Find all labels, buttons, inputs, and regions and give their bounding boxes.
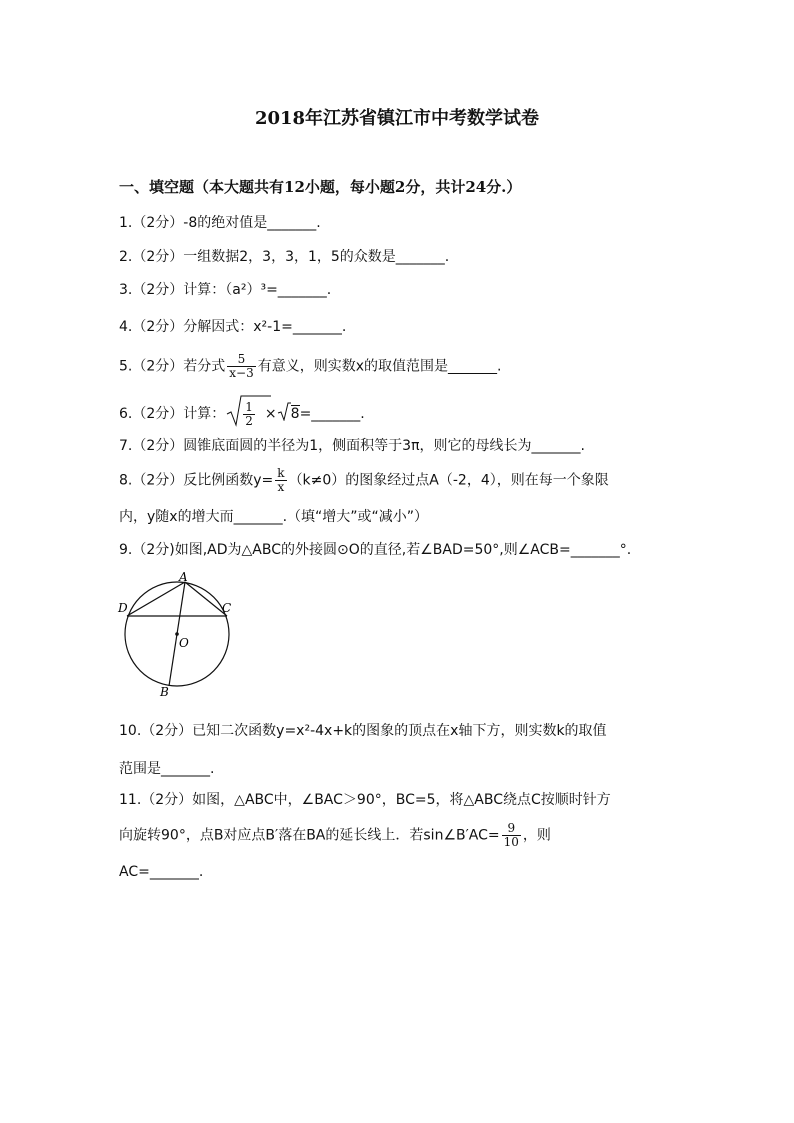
fraction-numerator: 5: [227, 353, 255, 367]
radicand: 8: [290, 406, 300, 422]
question-1: 1.（2分）-8的绝对值是_______.: [119, 215, 321, 231]
question-6-suffix: =_______.: [299, 406, 365, 422]
segment-ad: [127, 582, 185, 616]
question-11-line-2: [119, 822, 551, 849]
fraction-denominator: x−3: [229, 366, 254, 380]
question-11-suffix: ，则: [522, 827, 551, 844]
question-5: [119, 353, 501, 380]
fraction-denominator: x: [277, 480, 285, 494]
fraction: [502, 822, 521, 849]
question-8-line-2: 内，y随x的增大而_______.（填“增大”或“减小”）: [119, 509, 429, 525]
question-6-prefix: 6.（2分）计算：: [119, 406, 226, 422]
fraction-denominator: 10: [503, 835, 519, 849]
fraction-denominator: 2: [245, 413, 253, 428]
fraction: [243, 401, 255, 428]
label-c: C: [222, 601, 232, 615]
question-2: 2.（2分）一组数据2，3，3，1，5的众数是_______.: [119, 249, 450, 265]
question-4: 4.（2分）分解因式：x²-1=_______.: [119, 319, 347, 335]
fraction-numerator: 1: [245, 399, 253, 414]
times-sign: ×: [264, 406, 277, 422]
question-10-line-2: 范围是_______.: [119, 761, 215, 777]
question-6: [119, 394, 365, 434]
question-5-prefix: 5.（2分）若分式: [119, 358, 226, 375]
question-8-suffix: （k≠0）的图象经过点A（-2，4），则在每一个象限: [288, 472, 609, 489]
page-title: 2018年江苏省镇江市中考数学试卷: [254, 108, 540, 129]
question-11-line-3: AC=_______.: [119, 864, 204, 880]
circle-diagram: [110, 568, 250, 703]
question-11: 11.（2分）如图，△ABC中，∠BAC＞90°，BC=5，将△ABC绕点C按顺时针方: [119, 792, 611, 808]
segment-ac: [185, 582, 227, 616]
question-8-prefix: 8.（2分）反比例函数y=: [119, 472, 274, 489]
fraction: [227, 353, 255, 380]
question-3: 3.（2分）计算：（a²）³=_______.: [119, 282, 332, 298]
question-9: 9.（2分)如图,AD为△ABC的外接圆⊙O的直径,若∠BAD=50°,则∠ACB=_______°.: [119, 542, 632, 558]
fraction: [275, 467, 286, 494]
fraction-numerator: 9: [502, 822, 521, 836]
label-b: B: [160, 685, 169, 699]
question-8: [119, 467, 609, 494]
label-a: A: [179, 570, 188, 584]
question-5-suffix: 有意义，则实数x的取值范围是_______.: [257, 358, 502, 375]
fraction-numerator: k: [277, 466, 285, 480]
question-10: 10.（2分）已知二次函数y=x²-4x+k的图象的顶点在x轴下方，则实数k的取值: [119, 723, 607, 739]
question-7: 7.（2分）圆锥底面圆的半径为1，侧面积等于3π，则它的母线长为_______.: [119, 438, 585, 454]
section-heading: 一、填空题（本大题共有12小题，每小题2分，共计24分.）: [119, 178, 522, 196]
sqrt-sign: [277, 401, 291, 427]
label-o: O: [179, 636, 189, 650]
question-11-prefix: 向旋转90°，点B对应点B′落在BA的延长线上．若sin∠B′AC=: [119, 827, 500, 844]
label-d: D: [118, 601, 128, 615]
